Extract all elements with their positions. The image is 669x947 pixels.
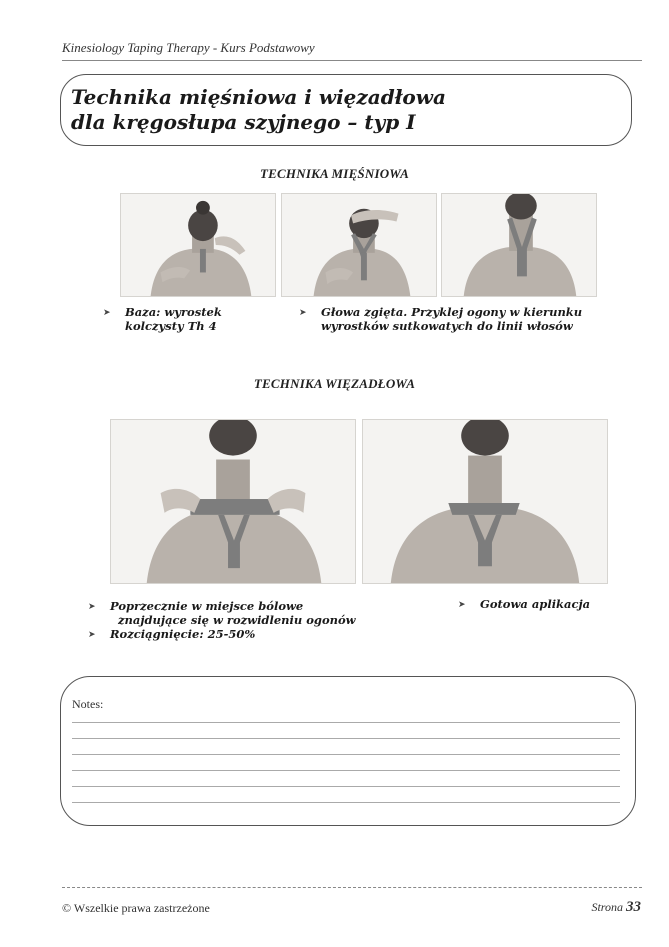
- page-title-line-1: Technika mięśniowa i więzadłowa: [71, 85, 446, 109]
- page-number: 33: [626, 899, 641, 915]
- caption-muscle-application-line-2: wyrostków sutkowatych do linii włosów: [321, 319, 573, 333]
- title-box: [60, 74, 632, 146]
- muscle-technique-heading: TECHNIKA MIĘŚNIOWA: [260, 166, 409, 181]
- notes-writing-line: [72, 754, 620, 755]
- caption-muscle-base: [103, 305, 273, 333]
- caption-muscle-application: [299, 305, 619, 333]
- photo-ligament-result: [362, 419, 608, 584]
- notes-writing-line: [72, 786, 620, 787]
- notes-label: Notes:: [72, 697, 104, 711]
- page-label: Strona: [591, 900, 623, 914]
- ligament-technique-heading: TECHNIKA WIĘZADŁOWA: [253, 376, 416, 391]
- caption-ligament-line-2: znajdujące się w rozwidleniu ogonów: [118, 613, 356, 627]
- photo-ligament-step: [110, 419, 356, 584]
- caption-ligament-result: [458, 597, 618, 612]
- running-header: Kinesiology Taping Therapy - Kurs Podstawowy: [62, 40, 315, 55]
- caption-ligament-instructions: [88, 599, 408, 642]
- caption-muscle-application-line-1: Głowa zgięta. Przyklej ogony w kierunku: [321, 305, 583, 319]
- photo-muscle-step-2: [281, 193, 437, 297]
- caption-ligament-stretch: Rozciągnięcie: 25-50%: [110, 627, 256, 641]
- notes-writing-line: [72, 802, 620, 803]
- footer-divider: [62, 887, 642, 888]
- notes-writing-line: [72, 722, 620, 723]
- arrowhead-bullet-icon: ➤: [458, 600, 466, 610]
- arrowhead-bullet-icon: ➤: [88, 602, 96, 612]
- caption-ligament-line-1: Poprzecznie w miejsce bólowe: [110, 599, 304, 613]
- caption-ligament-result-text: Gotowa aplikacja: [480, 597, 591, 611]
- caption-muscle-base-line-2: kolczysty Th 4: [125, 319, 217, 333]
- arrowhead-bullet-icon: ➤: [88, 630, 96, 640]
- notes-writing-line: [72, 770, 620, 771]
- page-title-line-2: dla kręgosłupa szyjnego – typ I: [71, 110, 416, 134]
- photo-muscle-step-1: [120, 193, 276, 297]
- caption-muscle-base-line-1: Baza: wyrostek: [125, 305, 222, 319]
- footer-copyright: © Wszelkie prawa zastrzeżone: [62, 901, 210, 915]
- arrowhead-bullet-icon: ➤: [299, 308, 307, 318]
- footer-page-number: [591, 899, 641, 916]
- notes-box: [60, 676, 636, 826]
- photo-muscle-result: [441, 193, 597, 297]
- notes-writing-line: [72, 738, 620, 739]
- header-divider: [62, 60, 642, 61]
- arrowhead-bullet-icon: ➤: [103, 308, 111, 318]
